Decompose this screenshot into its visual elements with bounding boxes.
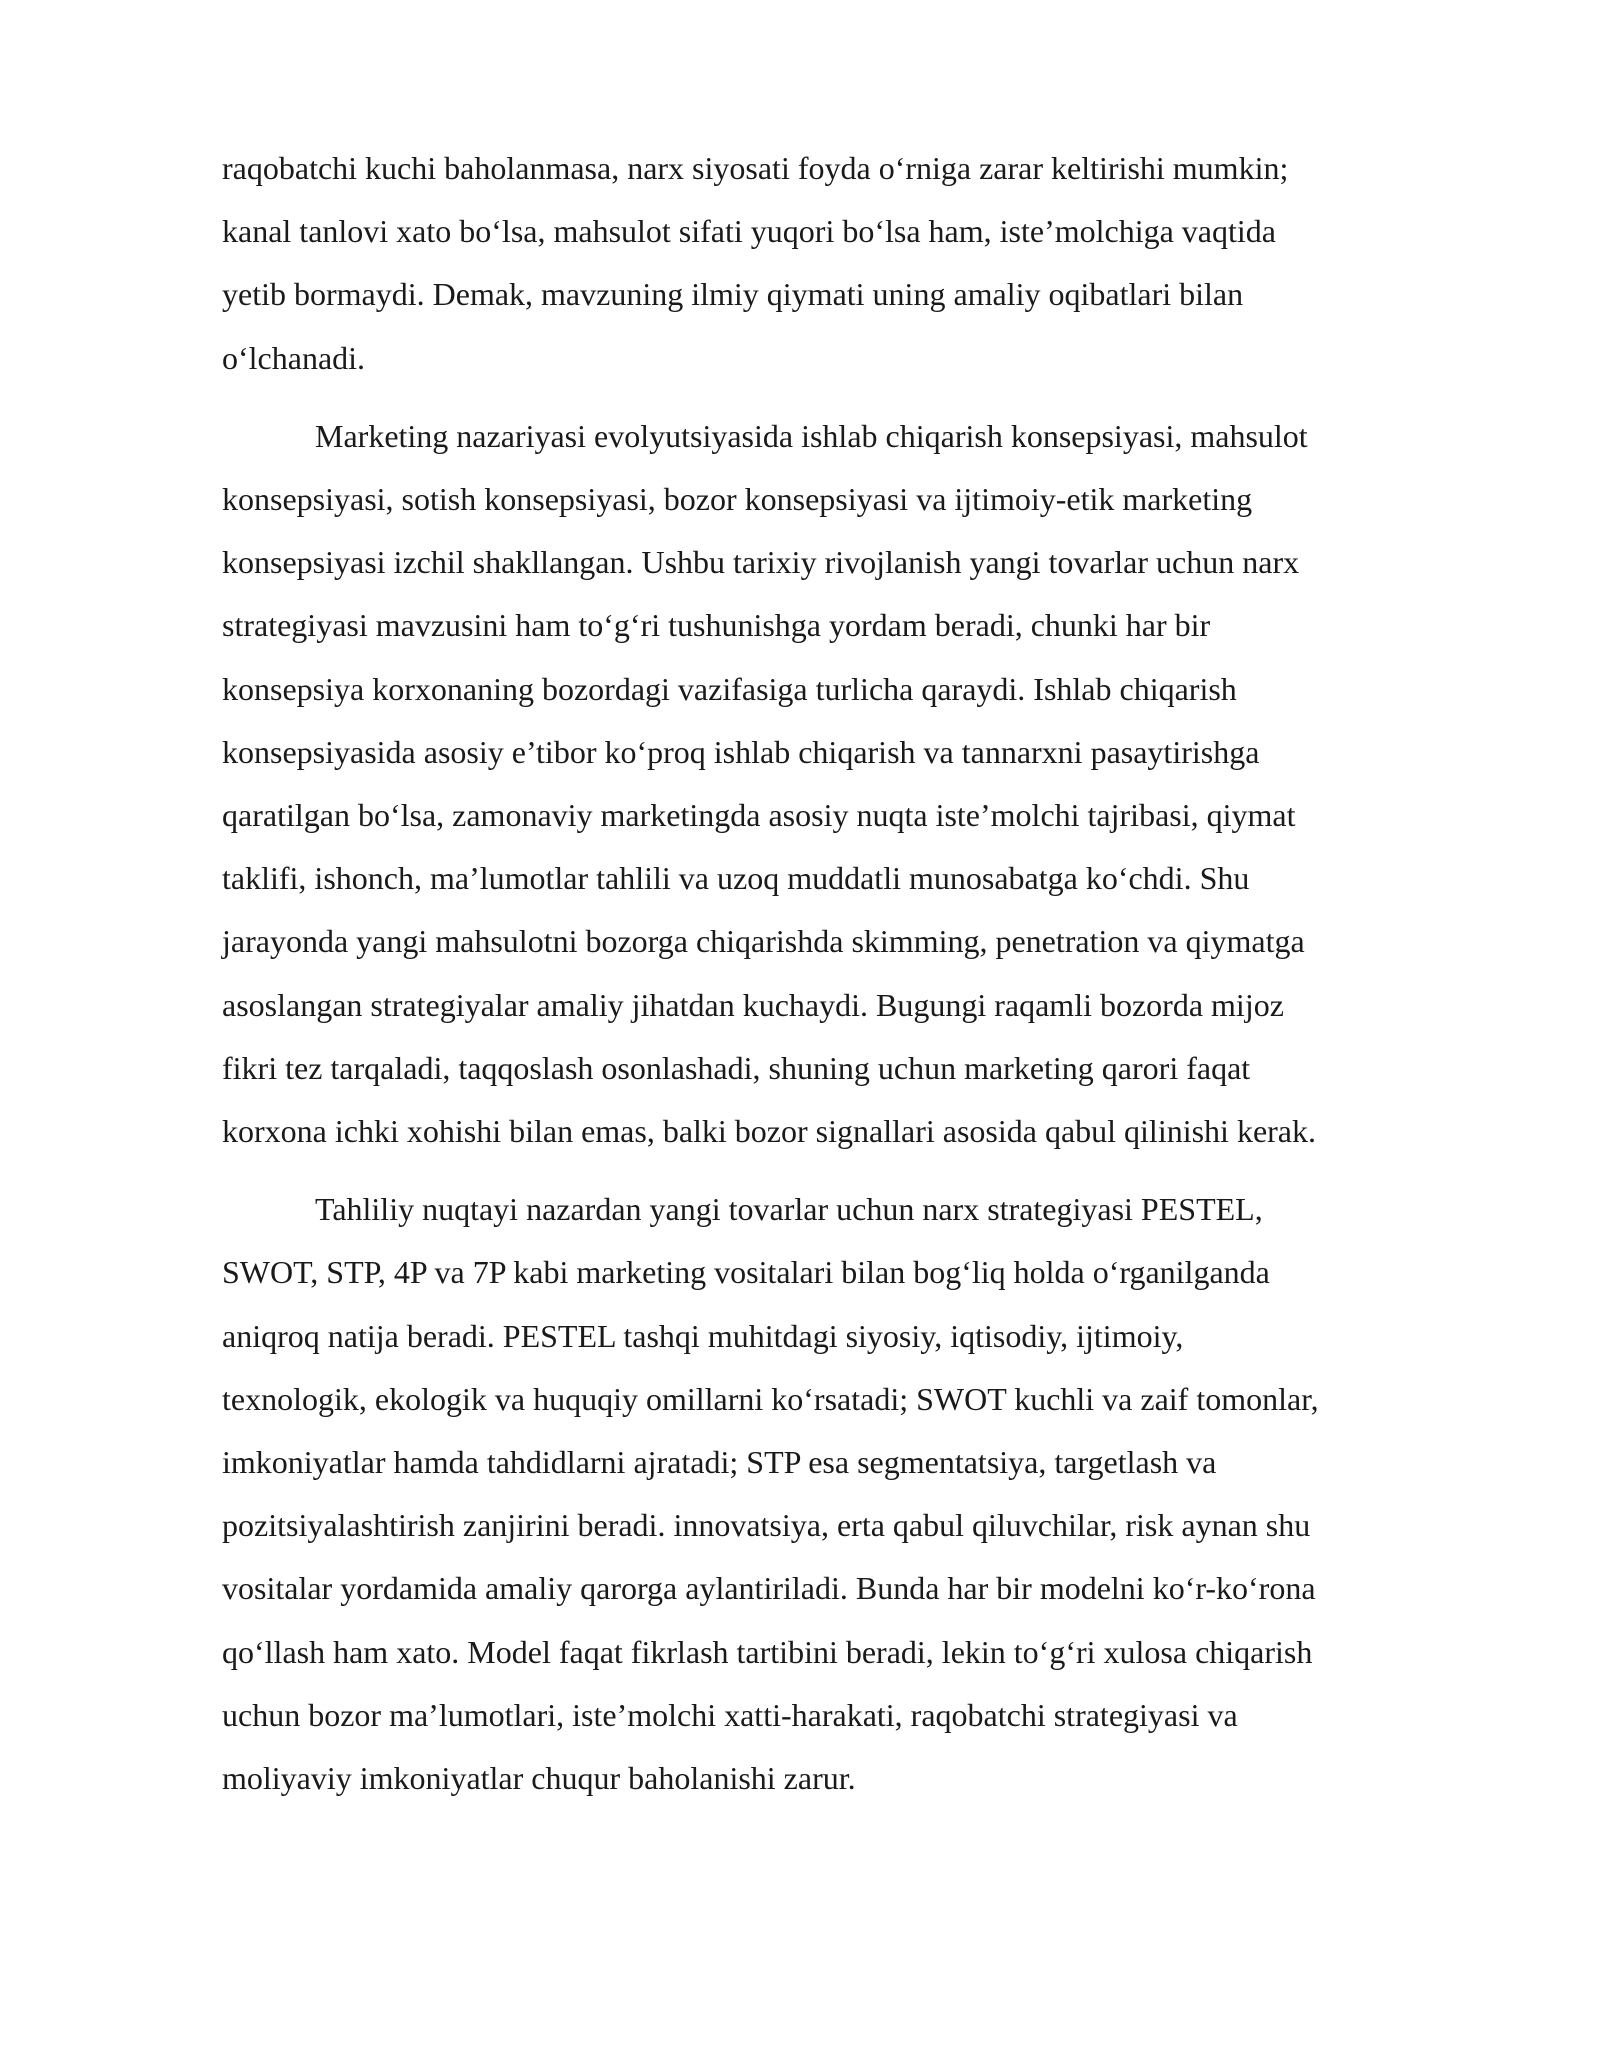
paragraph-line: strategiyasi mavzusini ham to‘g‘ri tushunishga yordam beradi, chunki har bir — [222, 607, 1211, 644]
paragraph-2 — [222, 405, 1477, 1163]
paragraph-line: o‘lchanadi. — [222, 339, 366, 376]
paragraph-line: pozitsiyalashtirish zanjirini beradi. innovatsiya, erta qabul qiluvchilar, risk aynan shu — [222, 1507, 1311, 1544]
paragraph-line: yetib bormaydi. Demak, mavzuning ilmiy qiymati uning amaliy oqibatlari bilan — [222, 276, 1244, 313]
paragraph-line: imkoniyatlar hamda tahdidlarni ajratadi; STP esa segmentatsiya, targetlash va — [222, 1444, 1217, 1481]
paragraph-line: raqobatchi kuchi baholanmasa, narx siyosati foyda o‘rniga zarar keltirishi mumkin; — [222, 150, 1289, 186]
paragraph-line: qo‘llash ham xato. Model faqat fikrlash tartibini beradi, lekin to‘g‘ri xulosa chiqarish — [222, 1633, 1313, 1670]
paragraph-line: aniqroq natija beradi. PESTEL tashqi muhitdagi siyosiy, iqtisodiy, ijtimoiy, — [222, 1317, 1184, 1354]
paragraph-line: korxona ichki xohishi bilan emas, balki bozor signallari asosida qabul qilinishi kerak. — [222, 1113, 1316, 1150]
paragraph-line: konsepsiyasi, sotish konsepsiyasi, bozor konsepsiyasi va ijtimoiy-etik marketing — [222, 481, 1253, 518]
paragraph-line: konsepsiyasida asosiy e’tibor ko‘proq ishlab chiqarish va tannarxni pasaytirishga — [222, 733, 1260, 770]
paragraph-line: asoslangan strategiyalar amaliy jihatdan kuchaydi. Bugungi raqamli bozorda mijoz — [222, 986, 1284, 1023]
paragraph-line: Marketing nazariyasi evolyutsiyasida ishlab chiqarish konsepsiyasi, mahsulot — [315, 417, 1308, 454]
paragraph-line: konsepsiya korxonaning bozordagi vazifasiga turlicha qaraydi. Ishlab chiqarish — [222, 670, 1237, 707]
paragraph-line: jarayonda yangi mahsulotni bozorga chiqarishda skimming, penetration va qiymatga — [222, 923, 1305, 960]
paragraph-1 — [222, 137, 1477, 390]
paragraph-line: texnologik, ekologik va huquqiy omillarni ko‘rsatadi; SWOT kuchli va zaif tomonlar, — [222, 1380, 1319, 1417]
paragraph-line: taklifi, ishonch, ma’lumotlar tahlili va uzoq muddatli munosabatga ko‘chdi. Shu — [222, 860, 1250, 897]
paragraph-line: konsepsiyasi izchil shakllangan. Ushbu tarixiy rivojlanish yangi tovarlar uchun narx — [222, 544, 1300, 581]
paragraph-line: kanal tanlovi xato bo‘lsa, mahsulot sifati yuqori bo‘lsa ham, iste’molchiga vaqtida — [222, 213, 1276, 250]
paragraph-line: fikri tez tarqaladi, taqqoslash osonlashadi, shuning uchun marketing qarori faqat — [222, 1049, 1251, 1086]
paragraph-3 — [222, 1178, 1477, 1810]
paragraph-line: uchun bozor ma’lumotlari, iste’molchi xatti-harakati, raqobatchi strategiyasi va — [222, 1696, 1238, 1733]
paragraph-line: Tahliliy nuqtayi nazardan yangi tovarlar uchun narx strategiyasi PESTEL, — [315, 1191, 1263, 1228]
paragraph-line: vositalar yordamida amaliy qarorga aylantiriladi. Bunda har bir modelni ko‘r-ko‘rona — [222, 1570, 1316, 1607]
document-body — [222, 137, 1477, 1810]
paragraph-line: moliyaviy imkoniyatlar chuqur baholanishi zarur. — [222, 1760, 856, 1797]
paragraph-line: qaratilgan bo‘lsa, zamonaviy marketingda asosiy nuqta iste’molchi tajribasi, qiymat — [222, 797, 1296, 834]
paragraph-line: SWOT, STP, 4P va 7P kabi marketing vositalari bilan bog‘liq holda o‘rganilganda — [222, 1254, 1270, 1291]
